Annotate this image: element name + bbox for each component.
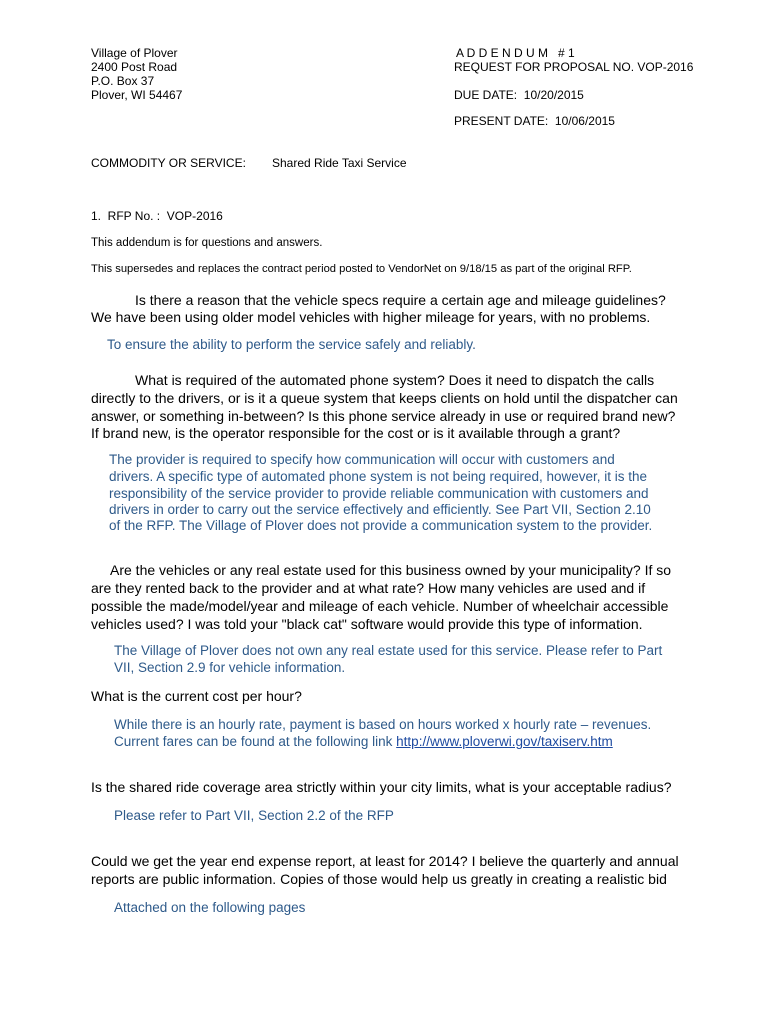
present-date: PRESENT DATE: 10/06/2015 <box>454 114 615 128</box>
question-3-line-3: possible the made/model/year and mileage of each vehicle. Number of wheelchair accessible <box>91 598 669 614</box>
answer-4-line-2 <box>114 733 613 750</box>
question-3-line-2: are they rented back to the provider and at what rate? How many vehicles are used and if <box>91 580 646 596</box>
sender-name: Village of Plover <box>91 46 178 60</box>
sender-pobox: P.O. Box 37 <box>91 74 155 88</box>
question-3-line-1: Are the vehicles or any real estate used for this business owned by your municipality? If so <box>110 562 672 578</box>
addendum-title: A D D E N D U M # 1 <box>456 46 575 60</box>
answer-2-line-4: drivers in order to carry out the service effectively and efficiently. See Part VII, Section 2.10 <box>109 502 651 517</box>
answer-1: To ensure the ability to perform the service safely and reliably. <box>107 337 476 352</box>
sender-street: 2400 Post Road <box>91 60 178 74</box>
due-date: DUE DATE: 10/20/2015 <box>454 88 584 102</box>
answer-2-line-1: The provider is required to specify how communication will occur with customers and <box>109 452 615 467</box>
rfp-number: REQUEST FOR PROPOSAL NO. VOP-2016 <box>454 60 694 74</box>
question-6-line-2: reports are public information. Copies of those would help us greatly in creating a realistic bid <box>91 871 667 887</box>
taxi-service-link[interactable]: http://www.ploverwi.gov/taxiserv.htm <box>396 734 613 749</box>
answer-3-line-2: VII, Section 2.9 for vehicle information. <box>114 660 346 675</box>
question-4: What is the current cost per hour? <box>91 688 302 704</box>
question-2-line-2: directly to the drivers, or is it a queue system that keeps clients on hold until the dispatcher can <box>91 390 678 406</box>
question-1-line-1: Is there a reason that the vehicle specs require a certain age and mileage guidelines? <box>135 292 666 308</box>
intro-line-1: This addendum is for questions and answers. <box>91 237 323 249</box>
question-2-line-4: If brand new, is the operator responsible for the cost or is it available through a grant? <box>91 425 621 441</box>
answer-2-line-2: drivers. A specific type of automated phone system is not being required, however, it is the <box>109 469 648 484</box>
answer-3-line-1: The Village of Plover does not own any real estate used for this service. Please refer to Part <box>114 643 663 658</box>
question-1-line-2: We have been using older model vehicles with higher mileage for years, with no problems. <box>91 309 651 325</box>
question-2-line-3: answer, or something in-between? Is this phone service already in use or required brand new? <box>91 408 676 424</box>
question-2-line-1: What is required of the automated phone system? Does it need to dispatch the calls <box>135 372 655 388</box>
sender-city: Plover, WI 54467 <box>91 88 183 102</box>
commodity-value: Shared Ride Taxi Service <box>272 156 407 170</box>
question-6-line-1: Could we get the year end expense report, at least for 2014? I believe the quarterly and annual <box>91 853 679 869</box>
commodity-label: COMMODITY OR SERVICE: <box>91 156 246 170</box>
question-5: Is the shared ride coverage area strictly within your city limits, what is your acceptable radius? <box>91 779 672 795</box>
answer-2-line-5: of the RFP. The Village of Plover does not provide a communication system to the provider. <box>109 518 653 533</box>
rfp-no-line: 1. RFP No. : VOP-2016 <box>91 209 223 223</box>
answer-4-line-2-text: Current fares can be found at the following link <box>114 734 397 749</box>
question-3-line-4: vehicles used? I was told your "black cat" software would provide this type of information. <box>91 616 643 632</box>
answer-5: Please refer to Part VII, Section 2.2 of the RFP <box>114 808 394 823</box>
answer-2-line-3: responsibility of the service provider to provide reliable communication with customers and <box>109 486 649 501</box>
answer-6: Attached on the following pages <box>114 900 306 915</box>
answer-4-line-1: While there is an hourly rate, payment is based on hours worked x hourly rate – revenues. <box>114 717 652 732</box>
intro-line-2: This supersedes and replaces the contract period posted to VendorNet on 9/18/15 as part of the original RFP. <box>91 263 632 275</box>
